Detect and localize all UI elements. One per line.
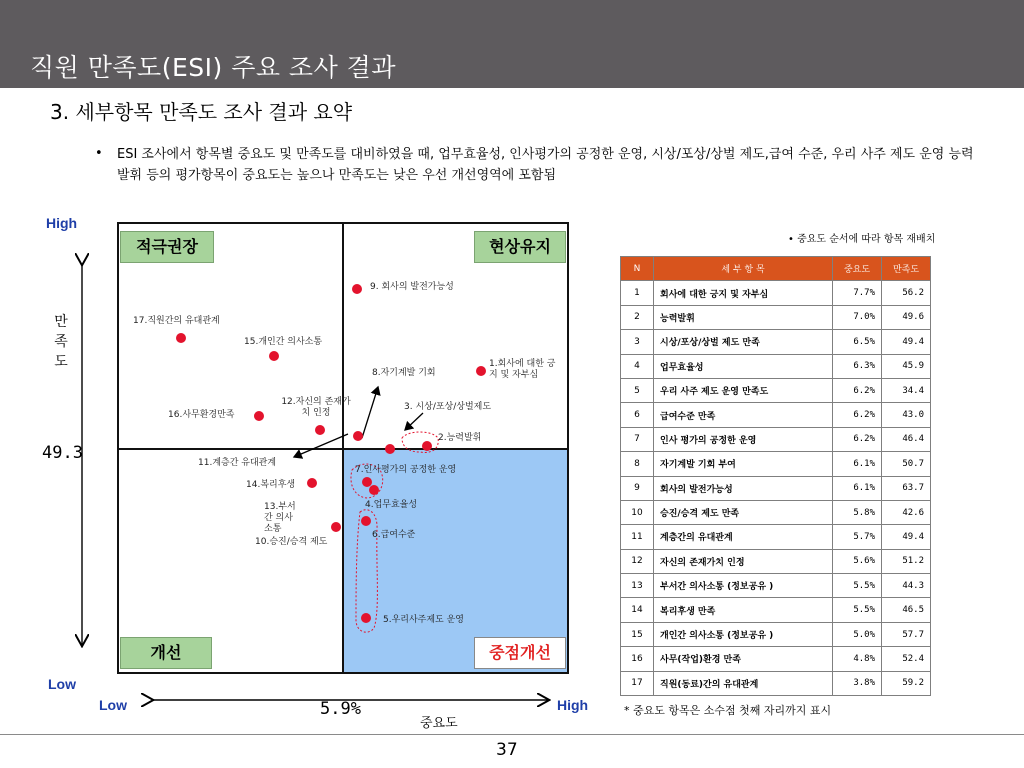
row-satisfaction: 49.4 (882, 330, 931, 354)
table-row (621, 305, 931, 329)
matrix-point (385, 444, 395, 454)
point-label: 2.능력발휘 (438, 433, 482, 443)
row-item: 급여수준 만족 (654, 403, 833, 427)
row-item: 인사 평가의 공정한 운영 (654, 427, 833, 451)
row-satisfaction: 34.4 (882, 378, 931, 402)
matrix-point (352, 284, 362, 294)
row-satisfaction: 52.4 (882, 647, 931, 671)
table-row (621, 403, 931, 427)
point-label: 11.계층간 유대관계 (198, 458, 277, 468)
row-satisfaction: 45.9 (882, 354, 931, 378)
row-satisfaction: 56.2 (882, 281, 931, 305)
point-label: 4.업무효율성 (365, 500, 418, 510)
y-axis-title-char: 족 (54, 334, 68, 350)
row-satisfaction: 43.0 (882, 403, 931, 427)
col-header-importance: 중요도 (833, 257, 882, 281)
quadrant-label-top-right: 현상유지 (474, 231, 566, 263)
row-item: 계층간의 유대관계 (654, 525, 833, 549)
move-arrow (362, 387, 378, 438)
matrix-point (369, 485, 379, 495)
row-importance: 6.5% (833, 330, 882, 354)
row-number: 6 (621, 403, 654, 427)
move-arrow (405, 413, 423, 430)
row-item: 업무효율성 (654, 354, 833, 378)
row-importance: 7.7% (833, 281, 882, 305)
row-importance: 6.2% (833, 427, 882, 451)
slide-title: 직원 만족도(ESI) 주요 조사 결과 (30, 53, 396, 82)
x-axis-title: 중요도 (420, 716, 458, 731)
y-axis-title-char: 만 (54, 314, 68, 330)
point-label: 14.복리후생 (246, 480, 296, 490)
table-row (621, 500, 931, 524)
row-satisfaction: 46.4 (882, 427, 931, 451)
row-number: 3 (621, 330, 654, 354)
matrix-point (422, 441, 432, 451)
move-arrow (294, 434, 348, 457)
row-item: 시상/포상/상벌 제도 만족 (654, 330, 833, 354)
footer-divider (0, 734, 1024, 735)
y-axis-title-char: 도 (54, 354, 68, 370)
row-item: 직원(동료)간의 유대관계 (654, 671, 833, 695)
row-satisfaction: 44.3 (882, 574, 931, 598)
point-label: 3. 시상/포상/상벌제도 (404, 402, 492, 412)
table-row (621, 574, 931, 598)
point-label: 12.자신의 존재가치 인정 (281, 397, 351, 418)
row-item: 자기계발 기회 부여 (654, 452, 833, 476)
table-row (621, 598, 931, 622)
row-number: 17 (621, 671, 654, 695)
matrix-point (331, 522, 341, 532)
x-axis-low-label: Low (99, 697, 127, 713)
row-importance: 3.8% (833, 671, 882, 695)
table-row (621, 622, 931, 646)
row-importance: 5.8% (833, 500, 882, 524)
y-axis-mid-value: 49.3 (42, 443, 83, 463)
point-label: 8.자기계발 기회 (372, 368, 436, 378)
row-item: 개인간 의사소통 (정보공유 ) (654, 622, 833, 646)
table-note-bottom: * 중요도 항목은 소수점 첫째 자리까지 표시 (624, 704, 832, 717)
point-label: 5.우리사주제도 운영 (383, 615, 465, 625)
row-number: 2 (621, 305, 654, 329)
row-importance: 5.5% (833, 574, 882, 598)
row-number: 7 (621, 427, 654, 451)
row-number: 15 (621, 622, 654, 646)
row-number: 14 (621, 598, 654, 622)
row-number: 4 (621, 354, 654, 378)
table-row (621, 452, 931, 476)
y-axis-low-label: Low (48, 676, 76, 692)
row-importance: 6.2% (833, 403, 882, 427)
matrix-point (361, 516, 371, 526)
col-header-satisfaction: 만족도 (882, 257, 931, 281)
row-number: 8 (621, 452, 654, 476)
point-label: 15.개인간 의사소통 (244, 337, 323, 347)
table-row (621, 647, 931, 671)
table-header-row (621, 257, 931, 281)
row-item: 회사에 대한 긍지 및 자부심 (654, 281, 833, 305)
row-satisfaction: 46.5 (882, 598, 931, 622)
y-axis-high-label: High (46, 215, 78, 231)
row-satisfaction: 63.7 (882, 476, 931, 500)
row-importance: 7.0% (833, 305, 882, 329)
matrix-point (315, 425, 325, 435)
point-label: 9. 회사의 발전가능성 (370, 282, 454, 292)
matrix-point (361, 613, 371, 623)
table-row (621, 671, 931, 695)
table-row (621, 354, 931, 378)
point-label: 16.사무환경만족 (168, 410, 235, 420)
matrix-point (269, 351, 279, 361)
row-importance: 4.8% (833, 647, 882, 671)
row-number: 16 (621, 647, 654, 671)
point-label: 7.인사평가의 공정한 운영 (355, 465, 457, 475)
section-title: 3. 세부항목 만족도 조사 결과 요약 (50, 100, 353, 124)
table-note-top: • 중요도 순서에 따라 항목 재배치 (788, 234, 936, 245)
row-satisfaction: 50.7 (882, 452, 931, 476)
row-satisfaction: 59.2 (882, 671, 931, 695)
table-row (621, 525, 931, 549)
row-satisfaction: 57.7 (882, 622, 931, 646)
row-number: 9 (621, 476, 654, 500)
row-importance: 6.1% (833, 452, 882, 476)
table-row (621, 476, 931, 500)
table-row (621, 427, 931, 451)
row-satisfaction: 51.2 (882, 549, 931, 573)
matrix-point (476, 366, 486, 376)
row-number: 10 (621, 500, 654, 524)
col-header-item: 세 부 항 목 (654, 257, 833, 281)
x-axis-high-label: High (557, 697, 589, 713)
row-importance: 5.6% (833, 549, 882, 573)
row-number: 12 (621, 549, 654, 573)
row-item: 우리 사주 제도 운영 만족도 (654, 378, 833, 402)
table-row (621, 281, 931, 305)
row-importance: 5.7% (833, 525, 882, 549)
quadrant-label-bottom-left: 개선 (120, 637, 212, 669)
quadrant-label-bottom-right: 중점개선 (474, 637, 566, 669)
row-item: 사무(작업)환경 만족 (654, 647, 833, 671)
point-label: 13.부서간 의사소통 (264, 502, 296, 534)
row-importance: 6.2% (833, 378, 882, 402)
row-number: 11 (621, 525, 654, 549)
row-number: 1 (621, 281, 654, 305)
point-label: 6.급여수준 (372, 530, 416, 540)
col-header-n: N (621, 257, 654, 281)
row-satisfaction: 49.4 (882, 525, 931, 549)
row-item: 승진/승격 제도 만족 (654, 500, 833, 524)
row-item: 복리후생 만족 (654, 598, 833, 622)
table-row (621, 330, 931, 354)
row-satisfaction: 42.6 (882, 500, 931, 524)
row-satisfaction: 49.6 (882, 305, 931, 329)
row-item: 능력발휘 (654, 305, 833, 329)
row-importance: 6.1% (833, 476, 882, 500)
row-item: 회사의 발전가능성 (654, 476, 833, 500)
matrix-point (307, 478, 317, 488)
row-number: 5 (621, 378, 654, 402)
point-label: 10.승진/승격 제도 (255, 537, 328, 547)
matrix-point (176, 333, 186, 343)
summary-bullet: ESI 조사에서 항목별 중요도 및 만족도를 대비하였을 때, 업무효율성, 인사평가의 공정한 운영, 시상/포상/상벌 제도,급여 수준, 우리 사주 제도 운영 능력발휘 등의 평가항목이 중요도는 높으나 만족도는 낮은 우선 개선영역에 포함됨 (117, 147, 974, 183)
point-label: 1.회사에 대한 긍지 및 자부심 (489, 359, 556, 380)
bullet-marker: • (95, 146, 103, 161)
quadrant-label-top-left: 적극권장 (120, 231, 214, 263)
matrix-point (353, 431, 363, 441)
page-number: 37 (496, 740, 518, 760)
table-row (621, 549, 931, 573)
row-item: 부서간 의사소통 (정보공유 ) (654, 574, 833, 598)
matrix-point (254, 411, 264, 421)
row-importance: 6.3% (833, 354, 882, 378)
x-axis-mid-value: 5.9% (320, 699, 361, 719)
row-importance: 5.0% (833, 622, 882, 646)
row-importance: 5.5% (833, 598, 882, 622)
table-row (621, 378, 931, 402)
ranking-table (620, 256, 931, 696)
row-number: 13 (621, 574, 654, 598)
point-label: 17.직원간의 유대관계 (133, 316, 220, 326)
row-item: 자신의 존재가치 인정 (654, 549, 833, 573)
